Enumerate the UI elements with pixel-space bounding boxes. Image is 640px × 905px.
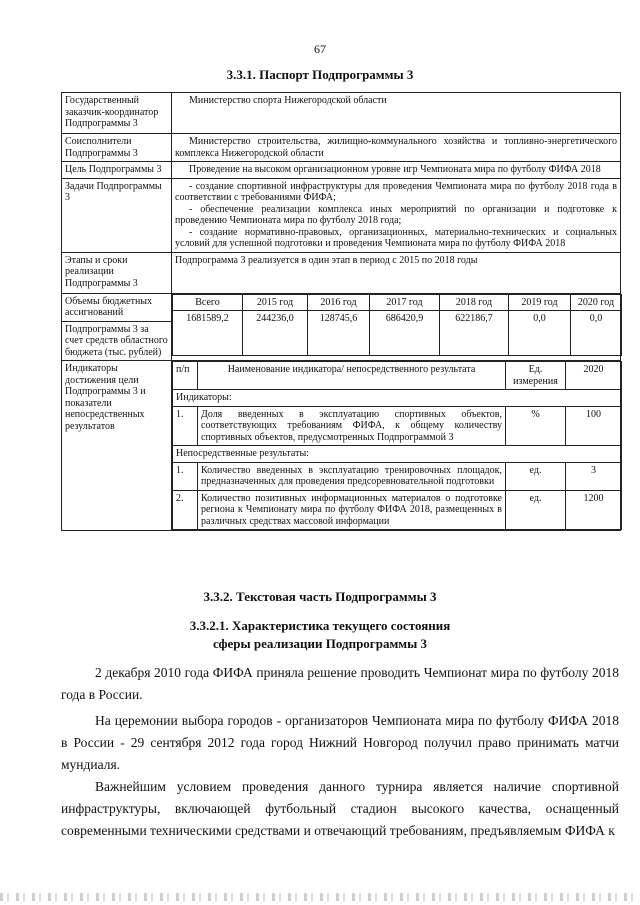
volumes-row [62, 293, 621, 361]
result-value: 1200 [566, 490, 622, 530]
volumes-label-top: Объемы бюджетных ассигнований [62, 294, 171, 322]
result-value: 3 [566, 462, 622, 490]
tasks-row [62, 178, 621, 252]
indicator-value: 100 [566, 406, 622, 446]
volumes-label [62, 293, 172, 361]
subsection-heading-line: 3.3.2.1. Характеристика текущего состояния [189, 618, 451, 633]
volumes-value: 244236,0 [243, 311, 308, 356]
volumes-grid-cell [172, 293, 621, 361]
passport-table [61, 92, 621, 531]
result-num: 2. [173, 490, 198, 530]
section-heading: 3.3.2. Текстовая часть Подпрограммы 3 [203, 589, 437, 604]
stages-label: Этапы и сроки реализации Подпрограммы 3 [62, 252, 172, 293]
result-unit: ед. [506, 490, 566, 530]
volumes-value: 128745,6 [308, 311, 370, 356]
volumes-header: 2019 год [509, 294, 571, 311]
paragraph [61, 710, 619, 776]
volumes-header: 2016 год [308, 294, 370, 311]
volumes-value: 686420,9 [370, 311, 440, 356]
volumes-value: 0,0 [571, 311, 622, 356]
tasks-label: Задачи Подпрограммы 3 [62, 178, 172, 252]
indicators-label: Индикаторы достижения цели Подпрограммы 3 и показатели непосредственных результатов [62, 361, 172, 531]
scan-artifact [0, 893, 640, 901]
section-indicators: Индикаторы: [173, 390, 622, 407]
task-item: - создание спортивной инфраструктуры для проведения Чемпионата мира по футболу 2018 года в соответствии с требованиями ФИФА; [175, 180, 617, 203]
result-num: 1. [173, 462, 198, 490]
paragraph-text: 2 декабря 2010 года ФИФА приняла решение проводить Чемпионат мира по футболу 2018 года в России. [61, 665, 619, 702]
col-unit-header: Ед. измерения [506, 362, 566, 390]
volumes-header: 2018 год [440, 294, 509, 311]
volumes-value-row [173, 311, 622, 356]
page-number: 67 [314, 42, 326, 56]
task-item: - создание нормативно-правовых, организационных, материально-технических и социальных условий для успешной подготовки и проведения Чемпионата мира по футболу ФИФА 2018 [175, 226, 617, 249]
volumes-value: 622186,7 [440, 311, 509, 356]
result-name: Количество позитивных информационных материалов о подготовке региона к Чемпионату мира по футболу ФИФА 2018, размещенных в различных средствах массовой информации [198, 490, 506, 530]
subsection-heading [0, 617, 640, 653]
indicator-name: Доля введенных в эксплуатацию спортивных объектов, соответствующих требованиям ФИФА, к общему количеству спортивных объектов, предусмотренных Подпрограммой 3 [198, 406, 506, 446]
result-name: Количество введенных в эксплуатацию тренировочных площадок, предназначенных для проведения предсоревновательной подготовки [198, 462, 506, 490]
indicator-num: 1. [173, 406, 198, 446]
indicators-grid [172, 361, 622, 530]
indicators-row [62, 361, 621, 531]
task-item: - обеспечение реализации комплекса иных мероприятий по организации и подготовке к проведению Чемпионата мира по футболу 2018 года; [175, 203, 617, 226]
paragraph [61, 776, 619, 842]
volumes-value: 0,0 [509, 311, 571, 356]
indicators-grid-cell [172, 361, 621, 531]
indicators-header-row [173, 362, 622, 390]
paragraph-text: На церемонии выбора городов - организаторов Чемпионата мира по футболу ФИФА 2018 в России - 29 сентября 2012 года город Нижний Новгород получил право принимать матчи мундиаля. [61, 713, 619, 772]
volumes-header: Всего [173, 294, 243, 311]
section-row [173, 390, 622, 407]
result-unit: ед. [506, 462, 566, 490]
section-results: Непосредственные результаты: [173, 446, 622, 463]
col-name-header: Наименование индикатора/ непосредственного результата [198, 362, 506, 390]
volumes-label-bottom: Подпрограммы 3 за счет средств областного бюджета (тыс. рублей) [65, 323, 168, 358]
volumes-header: 2015 год [243, 294, 308, 311]
volumes-value: 1681589,2 [173, 311, 243, 356]
stages-row [62, 252, 621, 293]
volumes-header: 2020 год [571, 294, 622, 311]
result-row [173, 462, 622, 490]
volumes-header-row [173, 294, 622, 311]
indicator-row [173, 406, 622, 446]
coexecutors-label: Соисполнители Подпрограммы 3 [62, 134, 172, 162]
stages-value: Подпрограмма 3 реализуется в один этап в период с 2015 по 2018 годы [172, 252, 621, 293]
volumes-grid [172, 294, 622, 357]
section-row [173, 446, 622, 463]
col-num-header: п/п [173, 362, 198, 390]
result-row [173, 490, 622, 530]
customer-row [62, 93, 621, 134]
goal-label: Цель Подпрограммы 3 [62, 162, 172, 179]
indicator-unit: % [506, 406, 566, 446]
paragraph-text: Важнейшим условием проведения данного турнира является наличие спортивной инфраструктуры, включающей футбольный стадион высокого качества, оснащенный современными техническими средствами и отвечающий требованиям, предъявляемым ФИФА к [61, 779, 619, 838]
customer-value: Министерство спорта Нижегородской области [172, 93, 621, 134]
goal-row [62, 162, 621, 179]
goal-value: Проведение на высоком организационном уровне игр Чемпионата мира по футболу ФИФА 2018 [172, 162, 621, 179]
coexecutors-row [62, 134, 621, 162]
tasks-value [172, 178, 621, 252]
customer-label: Государственный заказчик-координатор Подпрограммы 3 [62, 93, 172, 134]
volumes-header: 2017 год [370, 294, 440, 311]
col-year-header: 2020 [566, 362, 622, 390]
passport-heading: 3.3.1. Паспорт Подпрограммы 3 [226, 67, 414, 82]
subsection-heading-line: сферы реализации Подпрограммы 3 [212, 636, 428, 651]
coexecutors-value: Министерство строительства, жилищно-коммунального хозяйства и топливно-энергетического комплекса Нижегородской области [172, 134, 621, 162]
paragraph [61, 662, 619, 706]
